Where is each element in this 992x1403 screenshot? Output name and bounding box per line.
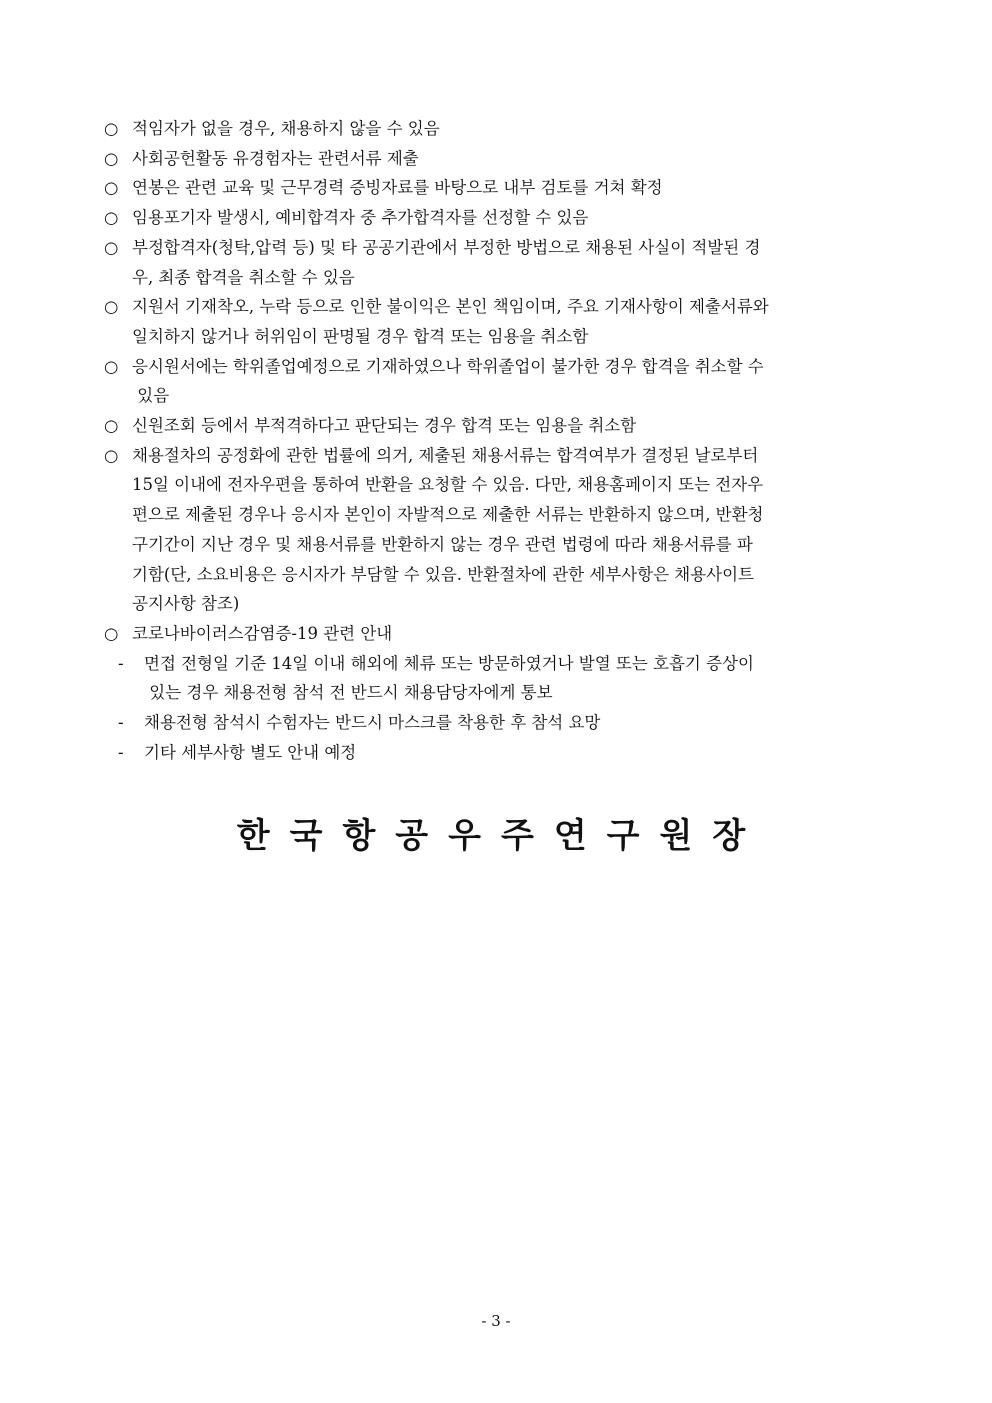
note-bullet: ○ [104, 178, 119, 198]
note-item [104, 233, 904, 292]
note-line: 구기간이 지난 경우 및 채용서류를 반환하지 않는 경우 관련 법령에 따라 채용서류를 파 [132, 534, 753, 554]
covid-note-item [104, 649, 904, 708]
note-text [132, 144, 904, 174]
note-line: 적임자가 없을 경우, 채용하지 않을 수 있음 [132, 119, 440, 138]
note-line: 사회공헌활동 유경험자는 관련서류 제출 [132, 148, 419, 168]
covid-note-line: 기타 세부사항 별도 안내 예정 [144, 742, 357, 762]
note-line: 공지사항 참조) [132, 594, 240, 614]
note-text [132, 292, 904, 351]
note-bullet: ○ [104, 445, 119, 465]
note-text [132, 352, 904, 411]
note-text [132, 411, 904, 441]
note-text [132, 173, 904, 203]
note-bullet: ○ [104, 148, 119, 168]
note-line: 있음 [132, 386, 170, 406]
page-number: - 3 - [481, 1312, 511, 1330]
note-item [104, 352, 904, 411]
note-line: 채용절차의 공정화에 관한 법률에 의거, 제출된 채용서류는 합격여부가 결정된 날로부터 [132, 445, 759, 465]
covid-note-bullet: - [118, 653, 124, 673]
note-bullet: ○ [104, 297, 119, 317]
note-bullet: ○ [104, 416, 119, 436]
note-text [132, 619, 904, 649]
covid-note-bullet: - [118, 713, 124, 733]
note-line: 부정합격자(청탁,압력 등) 및 타 공공기관에서 부정한 방법으로 채용된 사실이 적발된 경 [132, 237, 761, 257]
note-text [132, 203, 904, 233]
signature-title: 한국항공우주연구원장 [236, 816, 766, 856]
note-item [104, 114, 904, 144]
note-line: 편으로 제출된 경우나 응시자 본인이 자발적으로 제출한 서류는 반환하지 않으며, 반환청 [132, 505, 764, 525]
note-line: 연봉은 관련 교육 및 근무경력 증빙자료를 바탕으로 내부 검토를 거쳐 확정 [132, 178, 663, 198]
covid-note-line: 면접 전형일 기준 14일 이내 해외에 체류 또는 방문하였거나 발열 또는 호흡기 증상이 [144, 653, 754, 673]
note-bullet: ○ [104, 356, 119, 376]
note-line: 신원조회 등에서 부적격하다고 판단되는 경우 합격 또는 임용을 취소함 [132, 416, 637, 436]
note-text [132, 114, 904, 144]
note-line: 응시원서에는 학위졸업예정으로 기재하였으나 학위졸업이 불가한 경우 합격을 취소할 수 [132, 356, 764, 376]
note-text [132, 233, 904, 292]
note-item [104, 619, 904, 649]
notes-list [104, 114, 904, 767]
covid-note-text [144, 738, 904, 768]
note-item [104, 144, 904, 174]
note-text [132, 441, 904, 619]
covid-note-text [144, 649, 904, 708]
note-line: 일치하지 않거나 허위임이 판명될 경우 합격 또는 임용을 취소함 [132, 326, 589, 346]
covid-note-text [144, 708, 904, 738]
note-line: 임용포기자 발생시, 예비합격자 중 추가합격자를 선정할 수 있음 [132, 208, 589, 228]
note-item [104, 411, 904, 441]
note-bullet: ○ [104, 237, 119, 257]
covid-note-line: 채용전형 참석시 수험자는 반드시 마스크를 착용한 후 참석 요망 [144, 713, 601, 733]
note-line: 우, 최종 합격을 취소할 수 있음 [132, 267, 355, 287]
note-bullet: ○ [104, 119, 119, 138]
covid-note-item [104, 738, 904, 768]
note-item [104, 173, 904, 203]
note-item [104, 292, 904, 351]
note-item [104, 203, 904, 233]
covid-note-item [104, 708, 904, 738]
note-line: 기함(단, 소요비용은 응시자가 부담할 수 있음. 반환절차에 관한 세부사항은 채용사이트 [132, 564, 754, 584]
note-bullet: ○ [104, 623, 119, 643]
note-line: 코로나바이러스감염증-19 관련 안내 [132, 623, 393, 643]
covid-note-line: 있는 경우 채용전형 참석 전 반드시 채용담당자에게 통보 [144, 683, 553, 703]
note-bullet: ○ [104, 208, 119, 228]
note-line: 지원서 기재착오, 누락 등으로 인한 불이익은 본인 책임이며, 주요 기재사항이 제출서류와 [132, 297, 769, 317]
note-item [104, 441, 904, 619]
covid-note-bullet: - [118, 742, 124, 762]
note-line: 15일 이내에 전자우편을 통하여 반환을 요청할 수 있음. 다만, 채용홈페이지 또는 전자우 [132, 475, 764, 495]
